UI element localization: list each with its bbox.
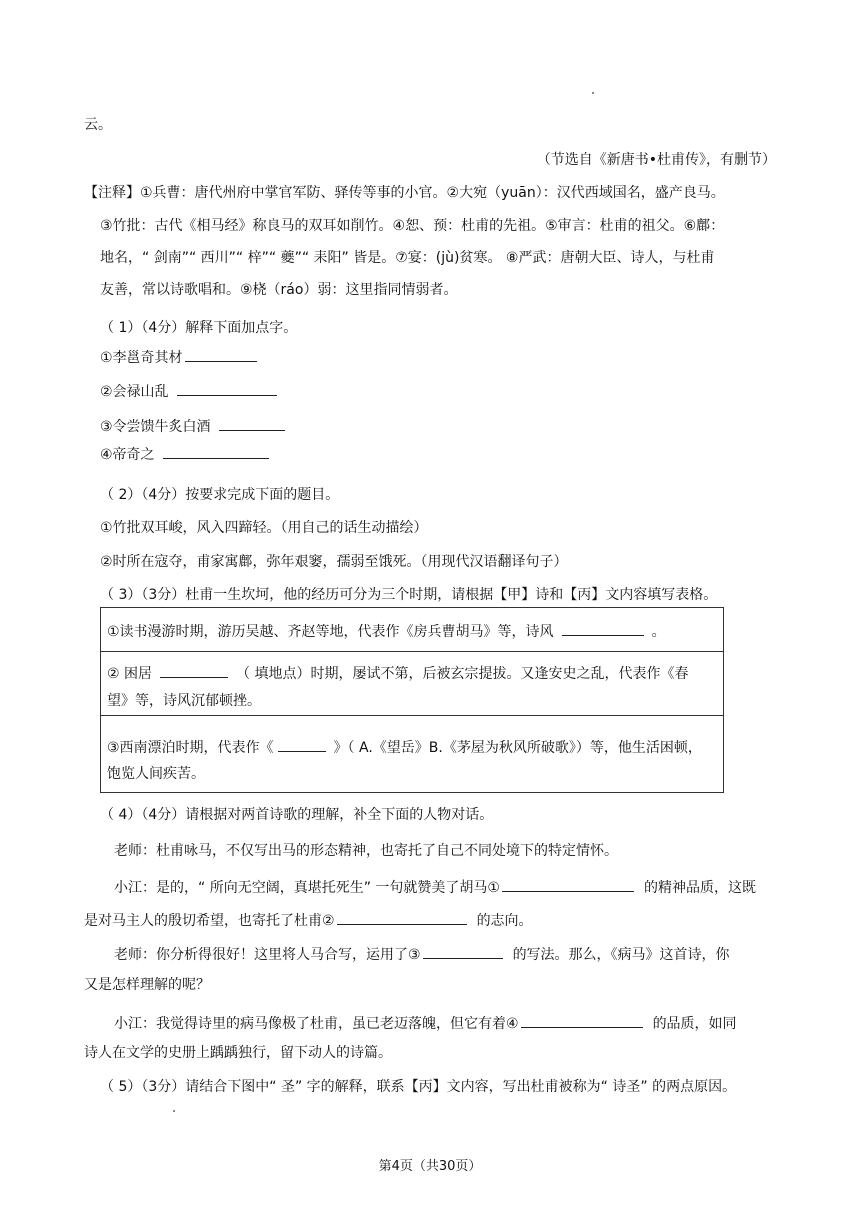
q5-title: （ 5）（3分）请结合下图中“ 圣” 字的解释，联系【丙】文内容，写出杜甫被称为“ 诗圣” 的两点原因。 [100, 1079, 737, 1095]
answer-blank[interactable] [502, 876, 634, 892]
answer-blank[interactable] [521, 1012, 643, 1028]
q2-item-1: ①竹批双耳峻，风入四蹄轻。（用自己的话生动描绘） [100, 520, 428, 536]
answer-blank[interactable] [423, 943, 503, 959]
answer-blank[interactable] [163, 443, 269, 459]
q2-title: （ 2）（4分）按要求完成下面的题目。 [100, 487, 340, 503]
q3-title: （ 3）（3分）杜甫一生坎坷，他的经历可分为三个时期，请根据【甲】诗和【丙】文内容填写表格。 [100, 587, 718, 603]
table-row: ③西南漂泊时期，代表作《 》（ A.《望岳》B.《茅屋为秋风所破歌》）等，他生活困顿， 饱览人间疾苦。 [101, 716, 723, 792]
q1-item-4: ④帝奇之 [100, 443, 271, 465]
dialogue-student-1: 小江：是的，“ 所向无空阔，真堪托死生” 一句就赞美了胡马① 的精神品质，这既 [114, 876, 756, 898]
q2-item-2: ②时所在寇夺，甫家寓鄜，弥年艰窭，孺弱至饿死。（用现代汉语翻译句子） [100, 554, 568, 570]
note-line-1: 【注释】①兵曹：唐代州府中掌官军防、驿传等事的小官。②大宛（yuān）：汉代西域国名，盛产良马。 [84, 185, 725, 201]
note-line-2: ③竹批：古代《相马经》称良马的双耳如削竹。④恕、预：杜甫的先祖。⑤审言：杜甫的祖父。⑥鄜： [100, 218, 725, 234]
dialogue-teacher-2-cont: 又是怎样理解的呢？ [84, 977, 210, 993]
answer-blank[interactable] [185, 346, 257, 362]
note-line-3: 地名，“ 剑南”“ 西川”“ 梓”“ 夔”“ 耒阳” 皆是。⑦宴：(jù)贫寒。 ⑧严武：唐朝大臣、诗人，与杜甫 [100, 250, 715, 266]
passage-end: 云。 [84, 117, 112, 133]
dialogue-teacher-1: 老师：杜甫咏马，不仅写出马的形态精神，也寄托了自己不同处境下的特定情怀。 [114, 843, 618, 859]
dialogue-student-1-cont: 是对马主人的殷切希望，也寄托了杜甫② 的志向。 [84, 909, 533, 931]
table-row: ①读书漫游时期，游历吴越、齐赵等地，代表作《房兵曹胡马》等，诗风 。 [101, 608, 723, 652]
q1-item-2: ②会禄山乱 [100, 380, 279, 402]
dialogue-teacher-2: 老师：你分析得很好！这里将人马合写，运用了③ 的写法。那么，《病马》这首诗，你 [114, 943, 730, 965]
dialogue-student-2-cont: 诗人在文学的史册上踽踽独行，留下动人的诗篇。 [84, 1045, 392, 1061]
note-line-4: 友善，常以诗歌唱和。⑨桡（ráo）弱：这里指同情弱者。 [100, 282, 458, 298]
q1-item-1: ①李邕奇其材 [100, 346, 259, 368]
answer-blank[interactable] [337, 909, 467, 925]
answer-blank[interactable] [562, 620, 644, 636]
dialogue-student-2: 小江：我觉得诗里的病马像极了杜甫，虽已老迈落魄，但它有着④ 的品质，如同 [114, 1012, 737, 1034]
answer-blank[interactable] [177, 380, 277, 396]
table-row: ② 困居 （ 填地点）时期，屡试不第，后被玄宗提拔。又逢安史之乱，代表作《春 望》等，诗风沉郁顿挫。 [101, 652, 723, 716]
source-citation: （节选自《新唐书•杜甫传》，有删节） [536, 152, 776, 168]
answer-blank[interactable] [278, 736, 326, 752]
page-footer: 第4页（共30页） [378, 1159, 482, 1174]
scan-dot [592, 92, 594, 94]
q1-title: （ 1）（4分）解释下面加点字。 [100, 320, 298, 336]
q1-item-3: ③令尝馈牛炙白酒 [100, 415, 287, 437]
answer-blank[interactable] [160, 662, 228, 678]
q4-title: （ 4）（4分）请根据对两首诗歌的理解，补全下面的人物对话。 [100, 807, 494, 823]
q3-table [100, 607, 724, 793]
answer-blank[interactable] [219, 415, 285, 431]
scan-dot [173, 1110, 175, 1112]
